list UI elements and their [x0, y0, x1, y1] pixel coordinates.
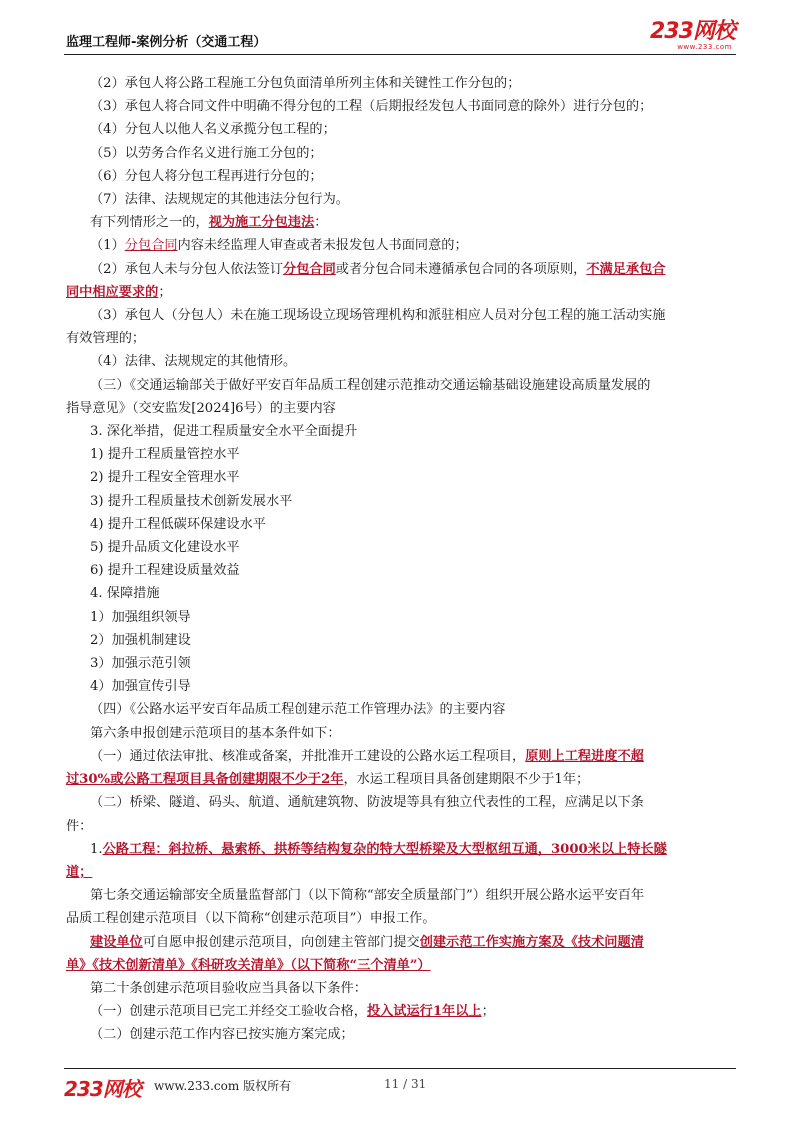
paragraph-line — [90, 606, 730, 629]
paragraph-line — [90, 142, 730, 165]
paragraph-line — [90, 931, 730, 954]
text-run: （一）通过依法审批、核准或备案，并批准开工建设的公路水运工程项目， — [90, 748, 526, 764]
page-header — [64, 19, 736, 55]
highlighted-text: 过30%或公路工程项目具备创建期限不少于2年 — [66, 772, 344, 788]
text-run: 1. — [90, 841, 103, 857]
highlighted-text: 投入试运行1年以上 — [366, 1004, 482, 1020]
text-run: （一）创建示范项目已完工并经交工验收合格， — [90, 1004, 367, 1020]
header-title: 监理工程师-案例分析（交通工程） — [66, 35, 267, 50]
text-run: 有效管理的； — [66, 331, 146, 347]
paragraph-line — [90, 95, 730, 118]
paragraph-line — [90, 466, 730, 489]
text-run: 2）加强机制建设 — [90, 632, 191, 648]
highlighted-text: 道； — [66, 864, 93, 880]
text-run: 3. 深化举措，促进工程质量安全水平全面提升 — [90, 424, 358, 440]
text-run: （4）分包人以他人名义承揽分包工程的； — [90, 122, 336, 138]
text-run: （6）分包人将分包工程再进行分包的； — [90, 168, 323, 184]
text-run: 3）加强示范引领 — [90, 656, 191, 672]
logo-subtext: www.233.com — [677, 43, 732, 51]
footer-logo: 233网校 — [64, 1077, 141, 1101]
text-run: 2) 提升工程安全管理水平 — [90, 470, 240, 486]
paragraph-line — [90, 884, 730, 907]
paragraph-continuation — [66, 327, 730, 350]
highlighted-text: 视为施工分包违法 — [208, 215, 315, 231]
highlighted-text: 建设单位 — [90, 934, 143, 950]
paragraph-line — [90, 420, 730, 443]
paragraph-line — [90, 304, 730, 327]
paragraph-line — [90, 698, 730, 721]
text-run: （2）承包人未与分包人依法签订 — [90, 261, 284, 277]
text-run: （5）以劳务合作名义进行施工分包的； — [90, 145, 323, 161]
highlighted-text: 分包合同 — [124, 238, 178, 254]
paragraph-line — [90, 211, 730, 234]
text-run: ； — [481, 1004, 495, 1020]
text-run: （3）承包人将合同文件中明确不得分包的工程（后期报经发包人书面同意的除外）进行分包的； — [90, 99, 653, 115]
page-number: 11 / 31 — [384, 1077, 427, 1091]
paragraph-continuation — [66, 861, 730, 884]
text-run: ： — [314, 215, 328, 231]
paragraph-line — [90, 629, 730, 652]
text-run: 第六条申报创建示范项目的基本条件如下： — [90, 725, 341, 741]
text-run: （4）法律、法规规定的其他情形。 — [90, 354, 297, 370]
paragraph-line — [90, 582, 730, 605]
text-run: （1） — [90, 238, 125, 254]
text-run: 有下列情形之一的， — [90, 215, 209, 231]
paragraph-line — [90, 745, 730, 768]
paragraph-line — [90, 559, 730, 582]
text-run: 品质工程创建示范项目（以下简称“创建示范项目”）申报工作。 — [66, 911, 436, 927]
text-run: 4) 提升工程低碳环保建设水平 — [90, 516, 266, 532]
text-run: （7）法律、法规规定的其他违法分包行为。 — [90, 192, 349, 208]
text-run: （二）桥梁、隧道、码头、航道、通航建筑物、防波堤等具有独立代表性的工程，应满足以下条 — [90, 795, 644, 811]
text-run: ； — [158, 284, 172, 300]
paragraph-line — [90, 374, 730, 397]
text-run: （3）承包人（分包人）未在施工现场设立现场管理机构和派驻相应人员对分包工程的施工活动实施 — [90, 308, 666, 324]
paragraph-line — [90, 722, 730, 745]
paragraph-continuation — [66, 954, 730, 977]
paragraph-line — [90, 838, 730, 861]
text-run: 6) 提升工程建设质量效益 — [90, 563, 240, 579]
paragraph-line — [90, 791, 730, 814]
paragraph-line — [90, 234, 730, 257]
highlighted-text: 单》《技术创新清单》《科研攻关清单》（以下简称“三个清单”） — [66, 957, 431, 973]
paragraph-line — [90, 536, 730, 559]
text-run: 件： — [66, 818, 93, 834]
paragraph-continuation — [66, 815, 730, 838]
text-run: 4. 保障措施 — [90, 586, 160, 602]
paragraph-line — [90, 258, 730, 281]
page-footer — [64, 1068, 736, 1099]
text-run: 第七条交通运输部安全质量监督部门（以下简称“部安全质量部门”）组织开展公路水运平安百年 — [90, 888, 645, 904]
text-run: （二）创建示范工作内容已按实施方案完成； — [90, 1027, 354, 1043]
paragraph-line — [90, 1023, 730, 1046]
paragraph-line — [90, 513, 730, 536]
highlighted-text: 不满足承包合 — [586, 261, 666, 277]
highlighted-text: 创建示范工作实施方案及《技术问题清 — [419, 934, 644, 950]
text-run: （2）承包人将公路工程施工分包负面清单所列主体和关键性工作分包的； — [90, 76, 521, 91]
highlighted-text: 分包合同 — [283, 261, 336, 277]
logo-text: 233网校 — [650, 19, 735, 44]
paragraph-continuation — [66, 281, 730, 304]
paragraph-line — [90, 72, 730, 95]
paragraph-continuation — [66, 907, 730, 930]
highlighted-text: 公路工程：斜拉桥、悬索桥、拱桥等结构复杂的特大型桥梁及大型枢纽互通，3000米以上特长隧 — [102, 841, 667, 857]
paragraph-line — [90, 652, 730, 675]
text-run: 内容未经监理人审查或者未报发包人书面同意的； — [177, 238, 468, 254]
text-run: 5) 提升品质文化建设水平 — [90, 540, 240, 556]
highlighted-text: 原则上工程进度不超 — [525, 748, 644, 764]
paragraph-line — [90, 350, 730, 373]
text-run: 指导意见》（交安监发[2024]6号）的主要内容 — [66, 400, 336, 416]
paragraph-line — [90, 118, 730, 141]
paragraph-line — [90, 443, 730, 466]
text-run: （三）《交通运输部关于做好平安百年品质工程创建示范推动交通运输基础设施建设高质量发展的 — [90, 377, 651, 393]
paragraph-line — [90, 490, 730, 513]
text-run: 4）加强宣传引导 — [90, 679, 191, 695]
highlighted-text: 同中相应要求的 — [66, 284, 159, 300]
paragraph-continuation — [66, 397, 730, 420]
footer-copyright: www.233.com 版权所有 — [154, 1079, 292, 1093]
text-run: （四）《公路水运平安百年品质工程创建示范工作管理办法》的主要内容 — [90, 702, 506, 718]
paragraph-line — [90, 188, 730, 211]
text-run: 第二十条创建示范项目验收应当具备以下条件： — [90, 980, 367, 996]
brand-logo — [650, 20, 736, 52]
text-run: 3) 提升工程质量技术创新发展水平 — [90, 493, 293, 509]
paragraph-line — [90, 165, 730, 188]
paragraph-line — [90, 1000, 730, 1023]
text-run: ，水运工程项目具备创建期限不少于1年； — [343, 772, 590, 788]
text-run: 1) 提升工程质量管控水平 — [90, 447, 240, 463]
text-run: 可自愿申报创建示范项目，向创建主管部门提交 — [142, 934, 420, 950]
paragraph-continuation — [66, 768, 730, 791]
document-body — [66, 72, 730, 1047]
text-run: 或者分包合同未遵循承包合同的各项原则， — [335, 261, 587, 277]
text-run: 1）加强组织领导 — [90, 609, 191, 625]
paragraph-line — [90, 675, 730, 698]
paragraph-line — [90, 977, 730, 1000]
